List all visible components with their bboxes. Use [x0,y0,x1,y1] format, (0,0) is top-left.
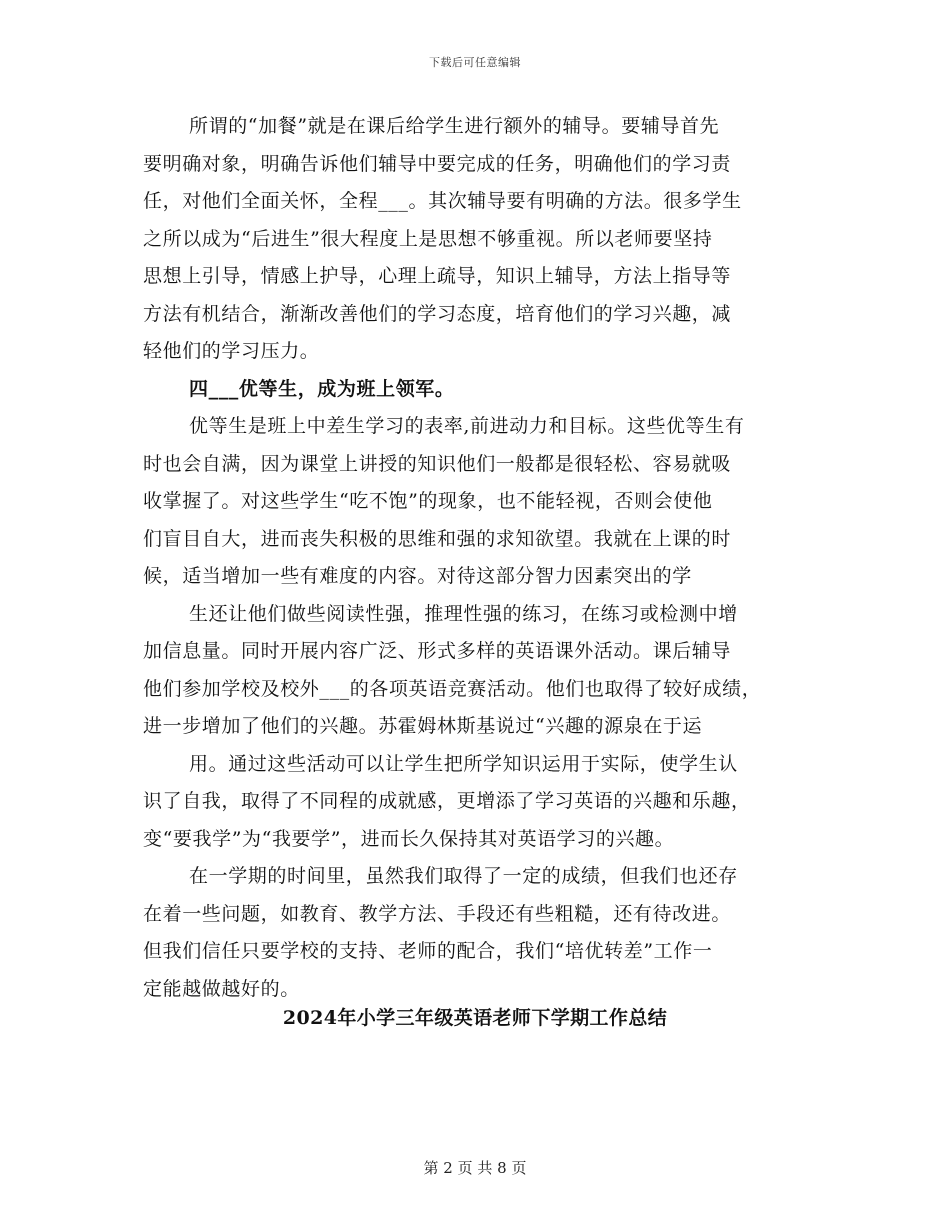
page-number: 第 2 页 共 8 页 [423,1159,527,1177]
text-line: 候，适当增加一些有难度的内容。对待这部分智力因素突出的学 [143,565,692,587]
text-line: 但我们信任只要学校的支持、老师的配合，我们“培优转差”工作一 [143,940,713,962]
text-line: 在一学期的时间里，虽然我们取得了一定的成绩，但我们也还存 [189,865,738,887]
next-section-title: 2024年小学三年级英语老师下学期工作总结 [282,1007,668,1029]
section-heading: 四___优等生，成为班上领军。 [189,377,455,400]
page-header: 下载后可任意编辑 [429,56,521,69]
text-line: 方法有机结合，渐渐改善他们的学习态度，培育他们的学习兴趣，减 [143,302,732,325]
text-line: 时也会自满，因为课堂上讲授的知识他们一般都是很轻松、容易就吸 [143,452,732,475]
text-line: 要明确对象，明确告诉他们辅导中要完成的任务，明确他们的学习责 [143,152,732,175]
text-line: 定能越做越好的。 [143,977,300,1000]
text-line: 优等生是班上中差生学习的表率,前进动力和目标。这些优等生有 [189,415,745,437]
text-line: 变“要我学”为“我要学”，进而长久保持其对英语学习的兴趣。 [143,827,675,850]
text-line: 之所以成为“后进生”很大程度上是思想不够重视。所以老师要坚持 [143,227,713,250]
text-line: 思想上引导，情感上护导，心理上疏导，知识上辅导，方法上指导等 [143,265,732,287]
text-line: 加信息量。同时开展内容广泛、形式多样的英语课外活动。课后辅导 [143,640,732,662]
text-line: 所谓的“加餐”就是在课后给学生进行额外的辅导。要辅导首先 [189,115,720,137]
body-text [143,108,808,1008]
text-line: 们盲目自大，进而丧失积极的思维和强的求知欲望。我就在上课的时 [143,527,732,550]
text-line: 他们参加学校及校外___的各项英语竞赛活动。他们也取得了较好成绩， [143,677,762,700]
text-line: 在着一些问题，如教育、教学方法、手段还有些粗糙，还有待改进。 [143,902,732,925]
text-line: 轻他们的学习压力。 [143,340,320,362]
text-line: 进一步增加了他们的兴趣。苏霍姆林斯基说过“兴趣的源泉在于运 [143,715,703,737]
text-line: 任，对他们全面关怀，全程___。其次辅导要有明确的方法。很多学生 [143,190,742,212]
text-line: 识了自我，取得了不同程的成就感，更增添了学习英语的兴趣和乐趣， [143,790,751,812]
text-line: 用。通过这些活动可以让学生把所学知识运用于实际，使学生认 [189,752,738,775]
text-line: 收掌握了。对这些学生“吃不饱”的现象，也不能轻视，否则会使他 [143,490,713,512]
text-line: 生还让他们做些阅读性强，推理性强的练习，在练习或检测中增 [189,602,738,625]
